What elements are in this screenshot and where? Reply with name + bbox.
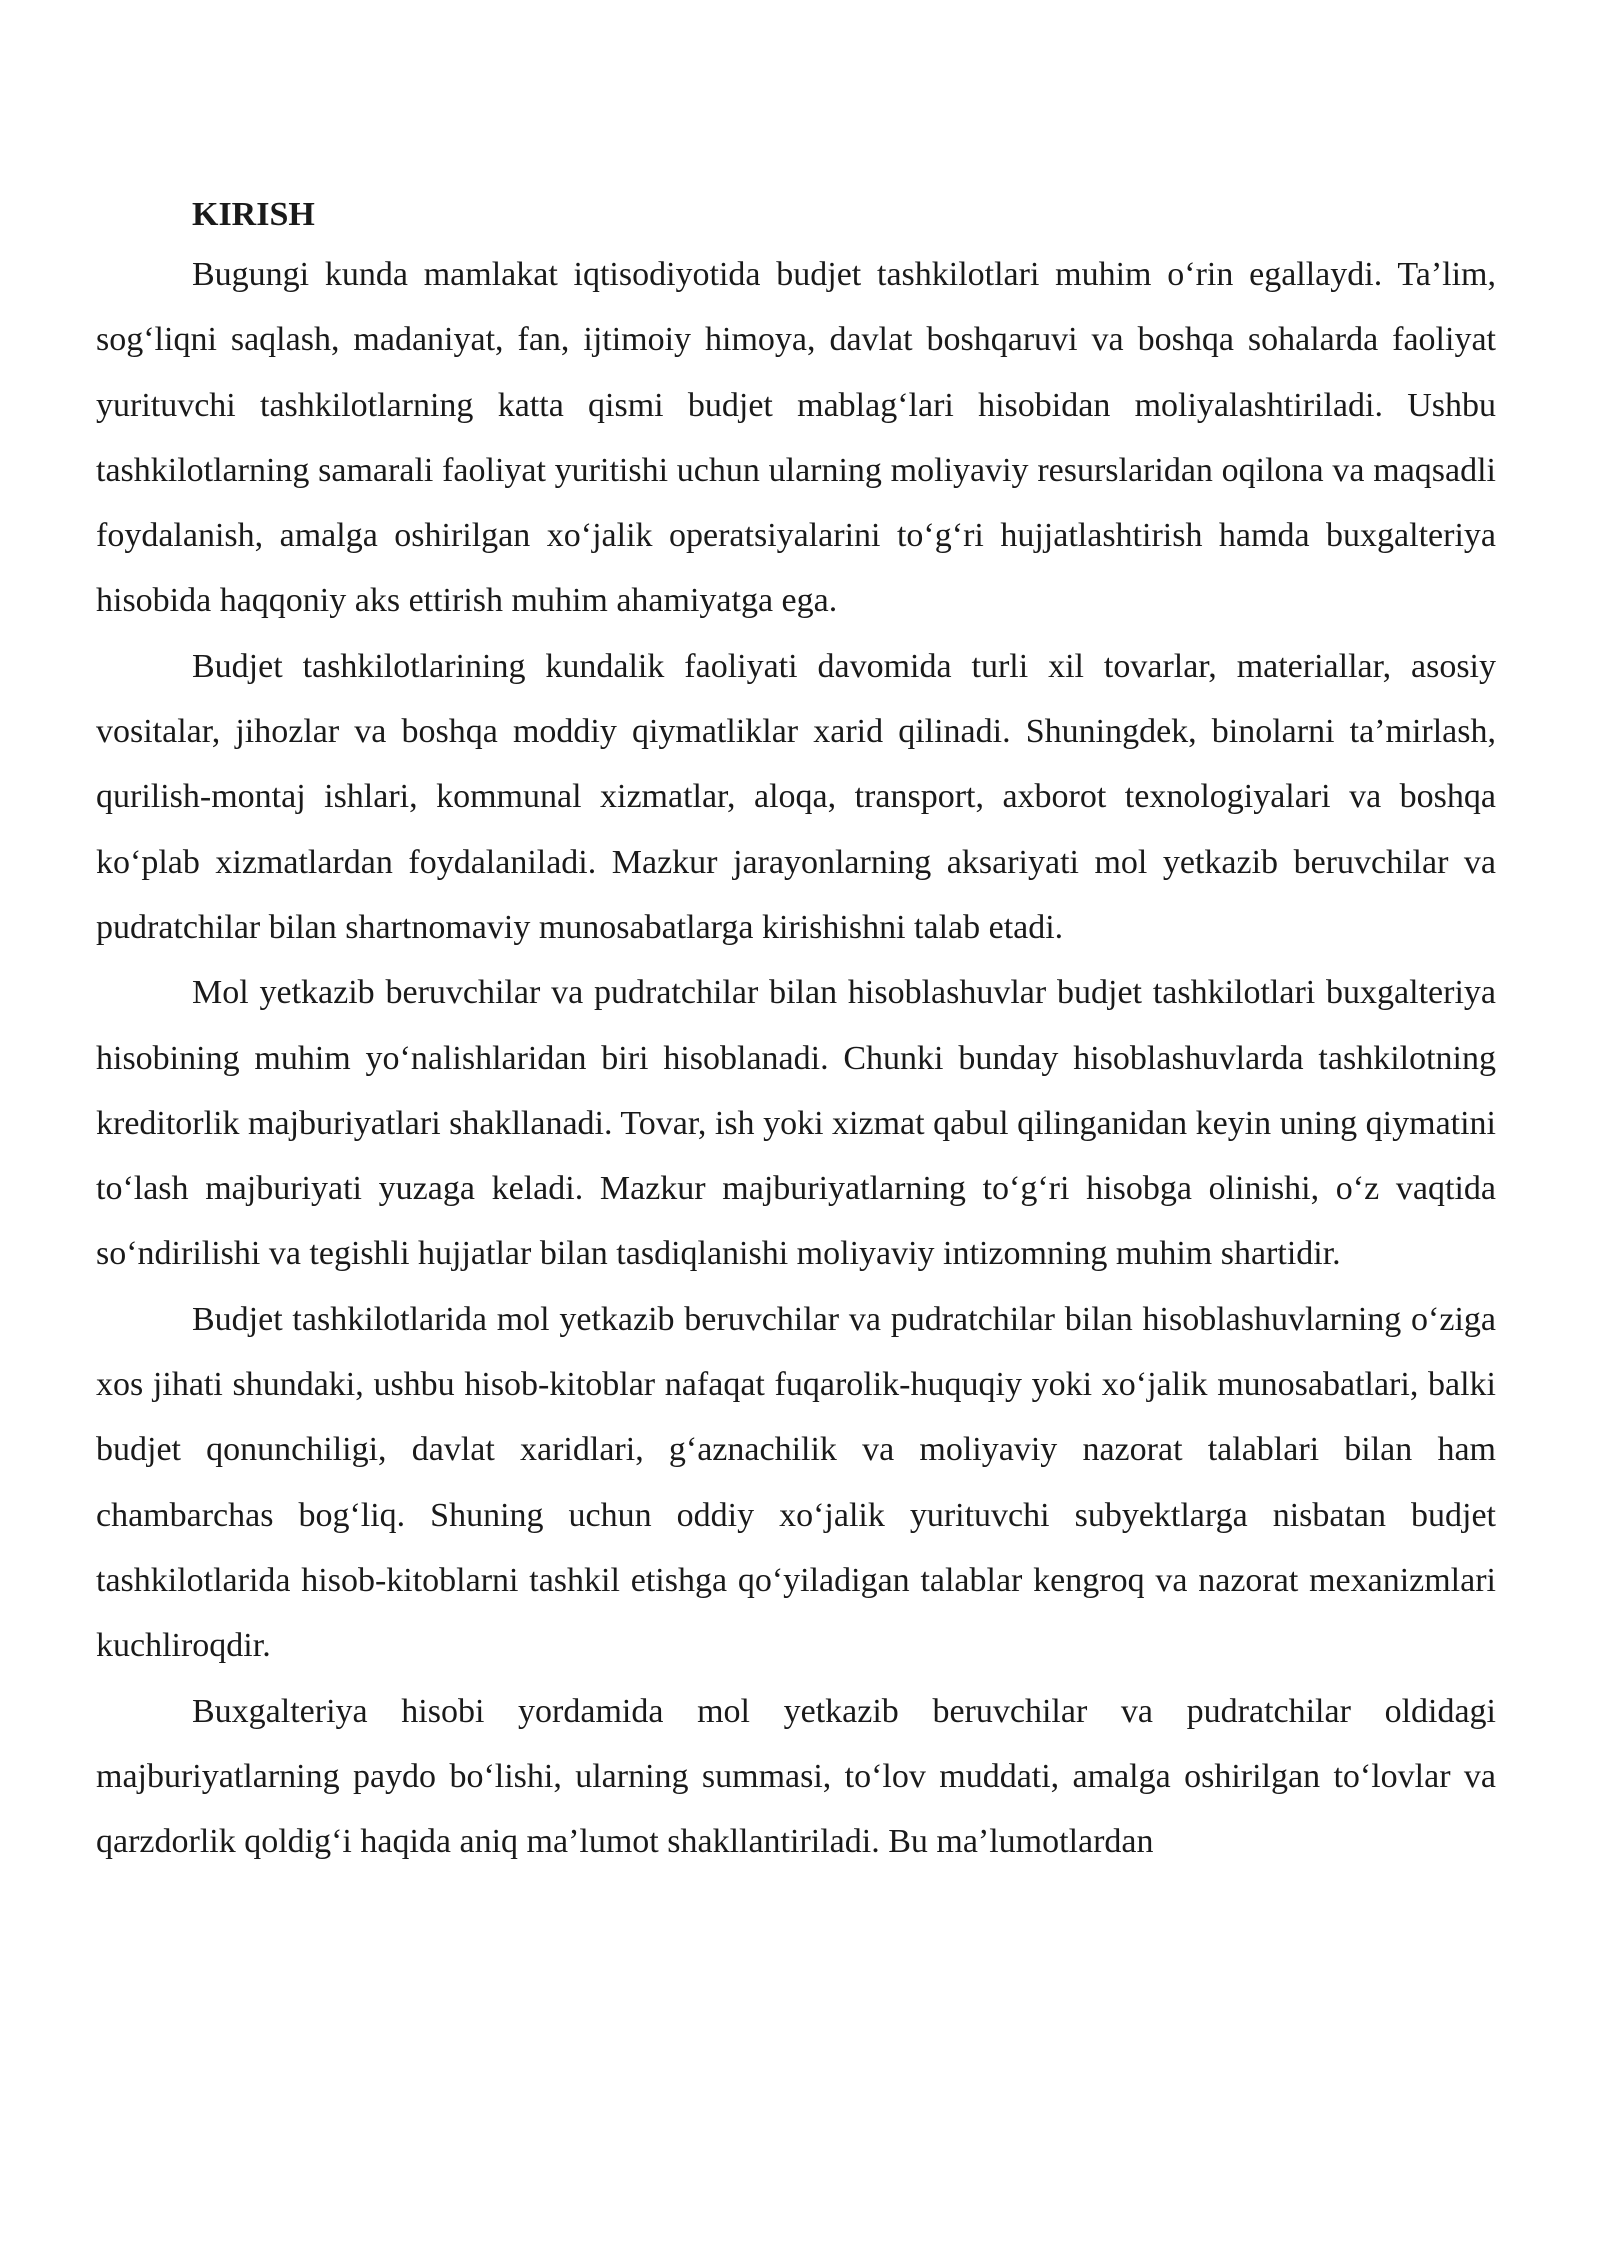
- document-body: [96, 188, 1496, 1874]
- paragraph-4: Budjet tashkilotlarida mol yetkazib beruvchilar va pudratchilar bilan hisoblashuvlarning o‘ziga xos jihati shundaki, ushbu hisob-kitoblar nafaqat fuqarolik-huquqiy yoki xo‘jalik munosabatlari, balki budjet qonunchiligi, davlat xaridlari, g‘aznachilik va moliyaviy nazorat talablari bilan ham chambarchas bog‘liq. Shuning uchun oddiy xo‘jalik yurituvchi subyektlarga nisbatan budjet tashkilotlarida hisob-kitoblarni tashkil etishga qo‘yiladigan talablar kengroq va nazorat mexanizmlari kuchliroqdir.: [96, 1300, 1496, 1665]
- paragraph-3: Mol yetkazib beruvchilar va pudratchilar bilan hisoblashuvlar budjet tashkilotlari buxgalteriya hisobining muhim yo‘nalishlaridan biri hisoblanadi. Chunki bunday hisoblashuvlarda tashkilotning kreditorlik majburiyatlari shakllanadi. Tovar, ish yoki xizmat qabul qilinganidan keyin uning qiymatini to‘lash majburiyati yuzaga keladi. Mazkur majburiyatlarning to‘g‘ri hisobga olinishi, o‘z vaqtida so‘ndirilishi va tegishli hujjatlar bilan tasdiqlanishi moliyaviy intizomning muhim shartidir.: [96, 974, 1496, 1273]
- paragraph-5: Buxgalteriya hisobi yordamida mol yetkazib beruvchilar va pudratchilar oldidagi majburiyatlarning paydo bo‘lishi, ularning summasi, to‘lov muddati, amalga oshirilgan to‘lovlar va qarzdorlik qoldig‘i haqida aniq ma’lumot shakllantiriladi. Bu ma’lumotlardan: [96, 1692, 1496, 1861]
- paragraph-2: Budjet tashkilotlarining kundalik faoliyati davomida turli xil tovarlar, materiallar, asosiy vositalar, jihozlar va boshqa moddiy qiymatliklar xarid qilinadi. Shuningdek, binolarni ta’mirlash, qurilish-montaj ishlari, kommunal xizmatlar, aloqa, transport, axborot texnologiyalari va boshqa ko‘plab xizmatlardan foydalaniladi. Mazkur jarayonlarning aksariyati mol yetkazib beruvchilar va pudratchilar bilan shartnomaviy munosabatlarga kirishishni talab etadi.: [96, 647, 1496, 946]
- paragraph-1: Bugungi kunda mamlakat iqtisodiyotida budjet tashkilotlari muhim o‘rin egallaydi. Ta’lim, sog‘liqni saqlash, madaniyat, fan, ijtimoiy himoya, davlat boshqaruvi va boshqa sohalarda faoliyat yurituvchi tashkilotlarning katta qismi budjet mablag‘lari hisobidan moliyalashtiriladi. Ushbu tashkilotlarning samarali faoliyat yuritishi uchun ularning moliyaviy resurslaridan oqilona va maqsadli foydalanish, amalga oshirilgan xo‘jalik operatsiyalarini to‘g‘ri hujjatlashtirish hamda buxgalteriya hisobida haqqoniy aks ettirish muhim ahamiyatga ega.: [96, 256, 1496, 620]
- section-heading: KIRISH: [192, 196, 315, 233]
